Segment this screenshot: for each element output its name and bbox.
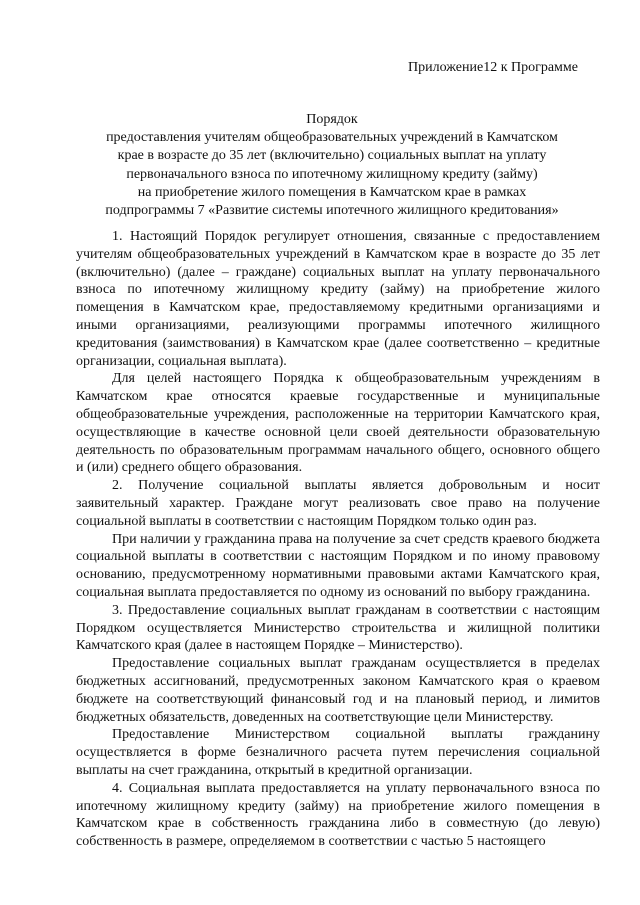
title-heading: Порядок: [306, 112, 358, 127]
title-line-2: крае в возрасте до 35 лет (включительно) социальных выплат на уплату: [117, 148, 547, 164]
paragraph-1: 1. Настоящий Порядок регулирует отношения, связанные с предоставлением учителям общеобразовательных учреждений в Камчатском крае в возрасте до 35 лет (включительно) (далее – граждане) социальных выплат на уплату первоначального взноса по ипотечному жилищному кредиту (займу) на приобретение жилого помещения в Камчатском крае, предоставляемому кредитными организациями и иными организациями, реализующими программы ипотечного жилищного кредитования (заимствования) в Камчатском крае (далее соответственно – кредитные организации, социальная выплата).: [76, 229, 600, 369]
paragraph-4: При наличии у гражданина права на получение за счет средств краевого бюджета социальной выплаты в соответствии с настоящим Порядком и по иному правовому основанию, предусмотренному нормативными правовыми актами Камчатского края, социальная выплата предоставляется по одному из оснований по выбору гражданина.: [76, 531, 600, 600]
paragraph-6: Предоставление социальных выплат гражданам осуществляется в пределах бюджетных ассигнований, предусмотренных законом Камчатского края о краевом бюджете на соответствующий финансовый год и на плановый период, и лимитов бюджетных обязательств, доведенных на соответствующие цели Министерству.: [76, 656, 600, 725]
paragraph-8: 4. Социальная выплата предоставляется на уплату первоначального взноса по ипотечному жилищному кредиту (займу) на приобретение жилого помещения в Камчатском крае в собственность гражданина либо в совместную (до левую) собственность в размере, определяемом в соответствии с частью 5 настоящего: [76, 780, 600, 850]
paragraph-5: 3. Предоставление социальных выплат гражданам в соответствии с настоящим Порядком осуществляется Министерство строительства и жилищной политики Камчатского края (далее в настоящем Порядке – Министерство).: [76, 602, 600, 654]
paragraph-7: Предоставление Министерством социальной выплаты гражданину осуществляется в форме безналичного расчета путем перечисления социальной выплаты на счет гражданина, открытый в кредитной организации.: [76, 727, 600, 778]
title-line-1: предоставления учителям общеобразовательных учреждений в Камчатском: [106, 130, 558, 146]
appendix-reference: Приложение12 к Программе: [408, 60, 578, 75]
document-body: [76, 228, 600, 851]
document-title: [64, 111, 600, 220]
title-line-5: подпрограммы 7 «Развитие системы ипотечного жилищного кредитования»: [105, 203, 559, 219]
title-line-4: на приобретение жилого помещения в Камчатском крае в рамках: [137, 184, 527, 200]
paragraph-2: Для целей настоящего Порядка к общеобразовательным учреждениям в Камчатском крае относятся краевые государственные и муниципальные общеобразовательные учреждения, расположенные на территории Камчатского края, осуществляющие в качестве основной цели своей деятельности образовательную деятельность по образовательным программам начального общего, основного общего и (или) среднего общего образования.: [76, 371, 600, 476]
paragraph-3: 2. Получение социальной выплаты является добровольным и носит заявительный характер. Граждане могут реализовать свое право на получение социальной выплаты в соответствии с настоящим Порядком только один раз.: [76, 478, 600, 529]
title-line-3: первоначального взноса по ипотечному жилищному кредиту (займу): [126, 166, 538, 182]
